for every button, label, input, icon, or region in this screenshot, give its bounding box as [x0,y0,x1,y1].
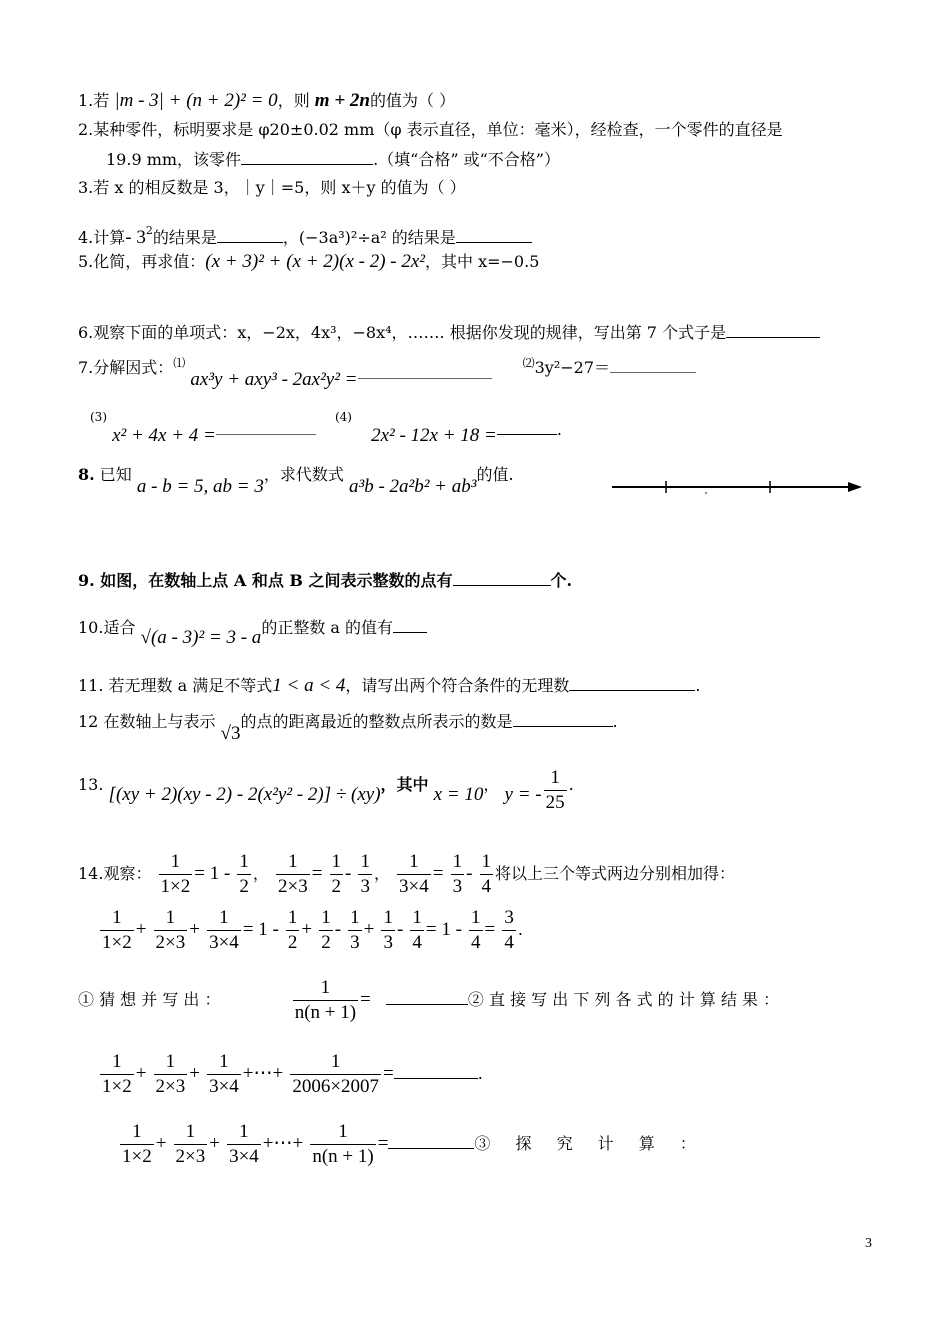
answer-blank[interactable] [453,569,551,586]
problem-5: 5.化简，再求值：(x + 3)² + (x + 2)(x - 2) - 2x²，其中 x=−0.5 [78,251,540,272]
answer-blank[interactable] [394,1062,478,1079]
answer-blank[interactable] [456,226,532,243]
answer-blank[interactable] [513,710,613,727]
p1-equation: |m - 3| + (n + 2)² = 0 [114,90,278,111]
problem-13: 13. [(xy + 2)(xy - 2) - 2(x²y² - 2)] ÷ (xy)，其中 x = 10， y = - $\frac{1}{25}$ . [78,767,574,813]
problem-10: 10.适合 √(a - 3)² = 3 - a的正整数 a 的值有 [78,616,427,639]
answer-blank[interactable] [610,356,696,373]
number-line-graphic [612,462,866,512]
problem-12: 12 在数轴上与表示 √3的点的距离最近的整数点所表示的数是 . [78,712,618,744]
problem-11: 11. 若无理数 a 满足不等式1 < a < 4，请写出两个符合条件的无理数 . [78,675,701,696]
problem-4: 4.计算- $3^2$的结果是 ，(−3a³)²÷a² 的结果是 [78,220,532,249]
answer-blank[interactable] [216,418,316,435]
problem-9: 9. 如图，在数轴上点 A 和点 B 之间表示整数的点有 个. [78,571,573,590]
answer-blank[interactable] [358,362,492,379]
problem-7: 7.分解因式：⑴ ax³y + axy³ - 2ax²y² = ⑵3y²−27＝ [78,352,696,379]
answer-blank[interactable] [386,988,468,1005]
problem-6: 6.观察下面的单项式：x，−2x，4x³，−8x⁴，……. 根据你发现的规律，写出第 7 个式子是 [78,321,820,344]
problem-2-line2: 19.9 mm，该零件 .（填“合格” 或“不合格”） [106,150,560,169]
problem-14-sum: $\frac{1}{1\times 2}$ + $\frac{1}{2\times 3}$ + $\frac{1}{3\times 4}$ = 1 - $\frac{1}{2}$ + $\frac{1}{2}$ - $\frac{1}{3}$ + $\frac{1}{3}$ - $\frac{1}{4}$ = 1 - $\frac{1}{4}$ = $\frac{3}{4}$ . [102,907,523,953]
page-number: 3 [865,1236,872,1251]
problem-1: 1.若 |m - 3| + (n + 2)² = 0，则 m + 2n的值为（ ） [78,90,456,111]
answer-blank[interactable] [569,674,695,691]
problem-14-guess: ① 猜 想 并 写 出 ： $\frac{1}{n(n + 1)}$ = ② 直 接 写 出 下 列 各 式 的 计 算 结 果 ： [78,977,780,1023]
answer-blank[interactable] [217,226,283,243]
problem-2-line1: 2.某种零件，标明要求是 φ20±0.02 mm（φ 表示直径，单位：毫米），经检查，一个零件的直径是 [78,120,783,139]
problem-7-part2: $^{(3)}$ x² + 4x + 4 = $^{(4)}$ 2x² - 12x + 18 = . [90,410,562,446]
problem-14-line1: 14.观察： $\frac{1}{1\times 2}$ = 1 - $\frac{1}{2}$ ， $\frac{1}{2\times 3}$ = $\frac{1}{2}$ - $\frac{1}{3}$ ， $\frac{1}{3\times 4}$ = $\frac{1}{3}$ - $\frac{1}{4}$ 将以上三个等式两边分别相加得： [78,851,736,897]
p5-expression: (x + 3)² + (x + 2)(x - 2) - 2x² [205,251,425,272]
problem-3: 3.若 x 的相反数是 3，｜y｜=5，则 x＋y 的值为（ ） [78,178,466,197]
fraction: $\frac{1}{25}$ [545,767,565,813]
problem-14-explore: $\frac{1}{1\times 2}$ + $\frac{1}{2\times 3}$ + $\frac{1}{3\times 4}$ +⋯+ $\frac{1}{n(n + 1)}$ = ③ 探 究 计 算 ： [122,1121,706,1167]
answer-blank[interactable] [393,616,427,633]
answer-blank[interactable] [497,418,557,435]
p1-target-expr: m + 2n [314,90,370,111]
answer-blank[interactable] [726,321,820,338]
number-line [612,462,866,512]
problem-8: 8. 已知 a - b = 5, ab = 3，求代数式 a³b - 2a²b² + ab³的值. [78,465,514,497]
answer-blank[interactable] [241,148,373,165]
answer-blank[interactable] [388,1132,474,1149]
problem-14-direct: $\frac{1}{1\times 2}$ + $\frac{1}{2\times 3}$ + $\frac{1}{3\times 4}$ +⋯+ $\frac{1}{2006\times 2007}$ = . [102,1051,483,1097]
